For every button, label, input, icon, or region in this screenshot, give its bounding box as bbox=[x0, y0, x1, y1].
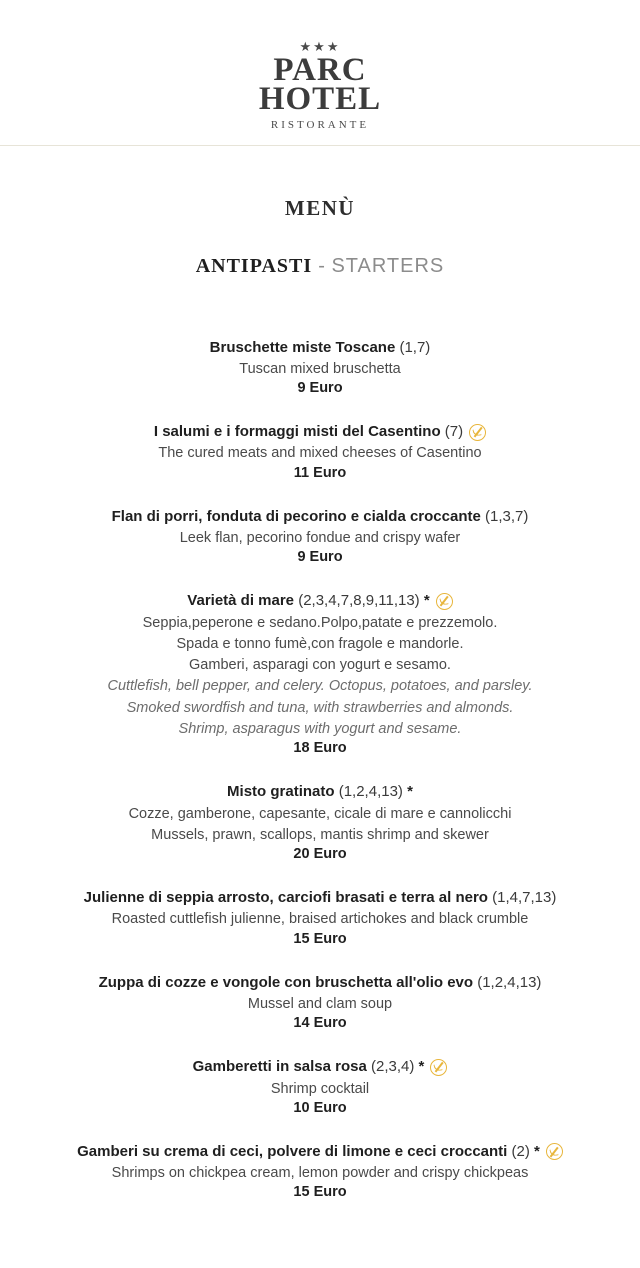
dish-price: 10 Euro bbox=[293, 1099, 347, 1116]
section-heading-english: STARTERS bbox=[331, 254, 445, 277]
dish-asterisk-marker: * bbox=[414, 1058, 425, 1076]
logo-subtitle: RISTORANTE bbox=[270, 118, 370, 131]
dish-name-text: Flan di porri, fonduta di pecorino e cialda croccante bbox=[111, 507, 481, 525]
dish-name-row bbox=[16, 888, 624, 908]
dish-item bbox=[16, 1142, 624, 1201]
dish-item bbox=[16, 888, 624, 947]
dish-allergen-codes: (1,4,7,13) bbox=[487, 889, 557, 907]
section-heading-separator: - bbox=[318, 254, 326, 277]
dish-item bbox=[16, 591, 624, 756]
dish-item bbox=[16, 973, 624, 1032]
dish-name-row bbox=[16, 973, 624, 993]
dish-price: 20 Euro bbox=[293, 846, 347, 863]
dish-asterisk-marker: * bbox=[529, 1142, 540, 1160]
dish-item bbox=[16, 782, 624, 862]
dish-name-text: Julienne di seppia arrosto, carciofi brasati e terra al nero bbox=[83, 889, 488, 907]
dish-price: 11 Euro bbox=[293, 464, 347, 481]
dish-name-text: Misto gratinato bbox=[227, 783, 335, 801]
logo-line-2: HOTEL bbox=[258, 81, 382, 118]
dish-price: 9 Euro bbox=[297, 380, 343, 397]
dish-allergen-codes: (2) bbox=[507, 1142, 530, 1160]
dish-name bbox=[77, 1142, 540, 1162]
dish-item bbox=[16, 422, 624, 481]
section-heading bbox=[0, 255, 640, 278]
dish-name bbox=[99, 973, 542, 993]
dish-asterisk-marker: * bbox=[419, 592, 430, 610]
dish-description-line: Mussels, prawn, scallops, mantis shrimp and skewer bbox=[151, 826, 489, 843]
dish-description-translation: Shrimp, asparagus with yogurt and sesame. bbox=[178, 721, 462, 738]
dish-description-line: Leek flan, pecorino fondue and crispy wafer bbox=[179, 530, 461, 547]
three-stars-icon: ★★★ bbox=[299, 39, 341, 54]
dish-description-translation: Cuttlefish, bell pepper, and celery. Octopus, potatoes, and parsley. bbox=[107, 678, 533, 695]
dish-allergen-codes: (1,2,4,13) bbox=[334, 783, 403, 801]
dish-asterisk-marker: * bbox=[402, 783, 413, 801]
dish-description-line: Tuscan mixed bruschetta bbox=[239, 360, 401, 377]
site-header bbox=[0, 0, 640, 146]
dish-description-line: Roasted cuttlefish julienne, braised artichokes and black crumble bbox=[111, 911, 529, 928]
dish-name bbox=[154, 422, 463, 442]
logo-line-1: PARC bbox=[273, 52, 367, 88]
dish-name-row bbox=[16, 422, 624, 442]
dish-description-line: The cured meats and mixed cheeses of Casentino bbox=[158, 445, 482, 462]
dish-description-line: Shrimp cocktail bbox=[270, 1080, 370, 1097]
dish-list bbox=[0, 338, 640, 1267]
page-title: MENÙ bbox=[284, 195, 356, 220]
dish-allergen-codes: (2,3,4,7,8,9,11,13) bbox=[294, 592, 420, 610]
gluten-free-icon bbox=[430, 1059, 447, 1076]
dish-name-row bbox=[16, 507, 624, 527]
dish-name-row bbox=[16, 1142, 624, 1162]
dish-description-line: Shrimps on chickpea cream, lemon powder and crispy chickpeas bbox=[111, 1165, 529, 1182]
dish-name-text: Gamberi su crema di ceci, polvere di limone e ceci croccanti bbox=[77, 1142, 508, 1160]
dish-allergen-codes: (1,3,7) bbox=[480, 507, 529, 525]
dish-description-translation: Smoked swordfish and tuna, with strawberries and almonds. bbox=[126, 699, 514, 716]
dish-name bbox=[227, 782, 413, 802]
dish-price: 15 Euro bbox=[293, 930, 347, 947]
gluten-free-icon bbox=[546, 1143, 563, 1160]
dish-price: 14 Euro bbox=[293, 1015, 347, 1032]
dish-name-text: Zuppa di cozze e vongole con bruschetta all'olio evo bbox=[98, 973, 474, 991]
gluten-free-icon bbox=[436, 593, 453, 610]
dish-name-row bbox=[16, 782, 624, 802]
gluten-free-icon bbox=[469, 424, 486, 441]
dish-name-row bbox=[16, 591, 624, 611]
dish-allergen-codes: (1,7) bbox=[395, 338, 431, 356]
dish-price: 9 Euro bbox=[297, 549, 343, 566]
dish-description-line: Seppia,peperone e sedano.Polpo,patate e prezzemolo. bbox=[142, 614, 498, 631]
dish-price: 18 Euro bbox=[293, 740, 347, 757]
dish-name bbox=[84, 888, 557, 908]
dish-allergen-codes: (2,3,4) bbox=[366, 1058, 415, 1076]
dish-allergen-codes: (1,2,4,13) bbox=[473, 973, 542, 991]
dish-item bbox=[16, 1057, 624, 1116]
dish-name-row bbox=[16, 338, 624, 358]
dish-name bbox=[193, 1057, 425, 1077]
dish-description-line: Cozze, gamberone, capesante, cicale di mare e cannolicchi bbox=[128, 805, 512, 822]
dish-name-text: Varietà di mare bbox=[187, 592, 295, 610]
section-heading-italian: ANTIPASTI bbox=[195, 254, 313, 277]
dish-name-text: Gamberetti in salsa rosa bbox=[192, 1058, 367, 1076]
dish-item bbox=[16, 338, 624, 397]
dish-name-row bbox=[16, 1057, 624, 1077]
dish-name-text: I salumi e i formaggi misti del Casentino bbox=[153, 423, 441, 441]
dish-name-text: Bruschette miste Toscane bbox=[209, 338, 396, 356]
dish-name bbox=[187, 591, 429, 611]
dish-name bbox=[112, 507, 529, 527]
dish-price: 15 Euro bbox=[293, 1184, 347, 1201]
dish-allergen-codes: (7) bbox=[440, 423, 464, 441]
dish-description-line: Mussel and clam soup bbox=[247, 996, 393, 1012]
dish-description-line: Gamberi, asparagi con yogurt e sesamo. bbox=[189, 657, 451, 674]
dish-item bbox=[16, 507, 624, 566]
dish-description-line: Spada e tonno fumè,con fragole e mandorle. bbox=[176, 635, 464, 652]
dish-name bbox=[210, 338, 431, 358]
